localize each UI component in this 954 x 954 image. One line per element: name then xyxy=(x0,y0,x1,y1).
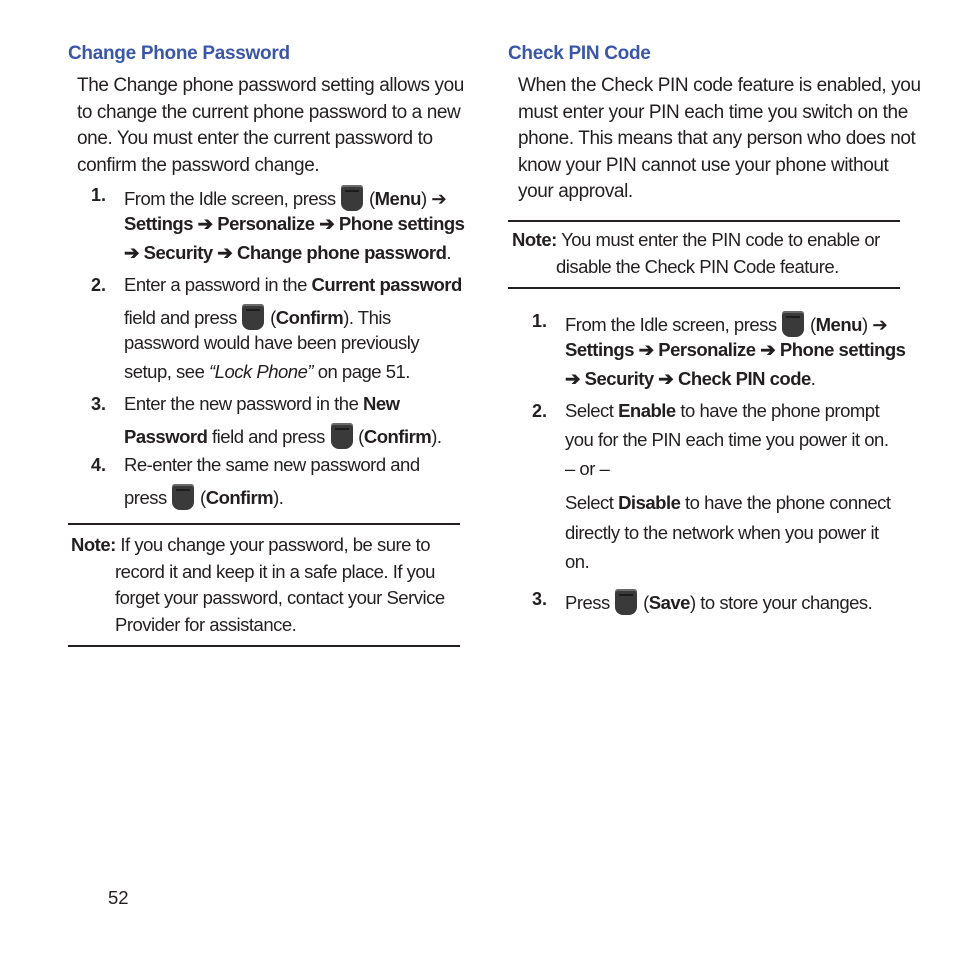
settings-label: Settings xyxy=(565,339,634,360)
step-number: 4. xyxy=(91,455,107,475)
step-line xyxy=(124,484,283,510)
intro-line: one. You must enter the current password to xyxy=(77,128,433,149)
intro-line: The Change phone password setting allows you xyxy=(77,75,464,96)
step-text: . xyxy=(810,368,816,389)
step-line xyxy=(565,401,879,421)
arrow-icon: ➔ xyxy=(755,339,780,360)
step-text: field and press xyxy=(124,307,242,328)
step-text: field and press xyxy=(207,426,330,447)
step-text: ( xyxy=(195,487,206,508)
step-number: 3. xyxy=(91,394,107,414)
intro-line: to change the current phone password to a new xyxy=(77,101,461,123)
note-line xyxy=(512,230,880,250)
password-label: Password xyxy=(124,426,208,447)
soft-key-icon xyxy=(242,304,264,330)
arrow-icon: ➔ xyxy=(633,339,659,360)
arrow-icon: ➔ xyxy=(212,242,237,263)
lock-phone-reference: “Lock Phone” xyxy=(209,361,314,382)
step-line xyxy=(565,369,815,389)
enable-label: Enable xyxy=(618,400,676,421)
current-password-label: Current password xyxy=(311,274,462,295)
soft-key-icon xyxy=(341,185,363,211)
step-line: directly to the network when you power it xyxy=(565,522,879,543)
arrow-icon: ➔ xyxy=(565,368,585,389)
personalize-label: Personalize xyxy=(658,339,756,360)
security-label: Security xyxy=(143,242,213,263)
step-line xyxy=(124,275,462,295)
step-text: ) to store your changes. xyxy=(689,592,873,613)
step-text: ). xyxy=(273,487,284,508)
step-text: press xyxy=(124,487,172,508)
step-line xyxy=(565,589,872,615)
step-text: on page 51. xyxy=(313,361,410,382)
note-line: record it and keep it in a safe place. If you xyxy=(115,561,435,582)
note-top-divider xyxy=(508,220,900,222)
page-number: 52 xyxy=(108,887,129,908)
note-line: Provider for assistance. xyxy=(115,614,297,635)
personalize-label: Personalize xyxy=(217,213,315,234)
menu-label: Menu xyxy=(815,314,862,335)
step-text: Enter the new password in the xyxy=(124,393,364,414)
note-bottom-divider xyxy=(68,645,460,647)
step-text: to have the phone connect xyxy=(680,492,891,513)
step-text: setup, see xyxy=(124,361,210,382)
step-text: ) ➔ xyxy=(420,188,447,209)
step-text: ( xyxy=(805,314,816,335)
step-text: ) ➔ xyxy=(861,314,888,335)
section-heading-check-pin-code: Check PIN Code xyxy=(508,43,651,64)
intro-line: phone. This means that any person who does not xyxy=(518,128,916,149)
step-line xyxy=(124,185,446,211)
arrow-icon: ➔ xyxy=(653,368,678,389)
step-text: ). This xyxy=(343,307,391,328)
soft-key-icon xyxy=(172,484,194,510)
step-line: password would have been previously xyxy=(124,332,420,353)
step-line xyxy=(124,243,451,263)
intro-paragraph xyxy=(518,73,921,206)
note-text: You must enter the PIN code to enable or xyxy=(556,229,880,250)
note-line xyxy=(71,535,430,555)
confirm-label: Confirm xyxy=(275,307,344,328)
intro-paragraph xyxy=(77,73,464,179)
soft-key-icon xyxy=(615,589,637,615)
soft-key-icon xyxy=(331,423,353,449)
arrow-icon: ➔ xyxy=(314,213,339,234)
intro-line: know your PIN cannot use your phone without xyxy=(518,154,889,176)
new-label: New xyxy=(363,393,400,414)
note-label: Note: xyxy=(512,229,557,250)
step-line: Re-enter the same new password and xyxy=(124,454,420,475)
step-number: 2. xyxy=(91,275,107,295)
step-line xyxy=(124,214,464,234)
change-phone-password-label: Change phone password xyxy=(236,242,447,263)
step-line xyxy=(124,362,410,382)
step-text: Select xyxy=(565,400,619,421)
step-text: ( xyxy=(265,307,276,328)
step-line xyxy=(124,394,400,414)
menu-label: Menu xyxy=(374,188,421,209)
note-line: disable the Check PIN Code feature. xyxy=(556,256,839,277)
save-label: Save xyxy=(648,592,690,613)
step-text: From the Idle screen, press xyxy=(124,188,341,209)
note-bottom-divider xyxy=(508,287,900,289)
note-top-divider xyxy=(68,523,460,525)
step-text: ( xyxy=(364,188,375,209)
step-text: ( xyxy=(353,426,364,447)
step-text: to have the phone prompt xyxy=(675,400,880,421)
section-heading-change-phone-password: Change Phone Password xyxy=(68,43,290,64)
step-text: From the Idle screen, press xyxy=(565,314,782,335)
step-line: you for the PIN each time you power it on. xyxy=(565,429,889,450)
intro-line: confirm the password change. xyxy=(77,154,320,176)
disable-label: Disable xyxy=(618,492,681,513)
note-text: If you change your password, be sure to xyxy=(115,534,431,555)
step-line: on. xyxy=(565,551,590,572)
step-line xyxy=(124,423,442,449)
intro-line: your approval. xyxy=(518,181,633,202)
arrow-icon: ➔ xyxy=(124,242,144,263)
step-number: 2. xyxy=(532,401,548,421)
step-text: Press xyxy=(565,592,615,613)
step-line xyxy=(565,493,891,513)
step-number: 1. xyxy=(532,311,548,331)
settings-label: Settings xyxy=(124,213,193,234)
note-label: Note: xyxy=(71,534,116,555)
phone-settings-label: Phone settings xyxy=(338,213,465,234)
step-number: 3. xyxy=(532,589,548,609)
or-separator: – or – xyxy=(565,458,610,479)
step-text: Select xyxy=(565,492,619,513)
step-text: Enter a password in the xyxy=(124,274,312,295)
soft-key-icon xyxy=(782,311,804,337)
step-line xyxy=(124,304,391,330)
step-text: . xyxy=(446,242,452,263)
step-text: ( xyxy=(638,592,649,613)
step-number: 1. xyxy=(91,185,107,205)
step-text: ). xyxy=(431,426,442,447)
step-line xyxy=(565,311,887,337)
phone-settings-label: Phone settings xyxy=(779,339,906,360)
intro-line: When the Check PIN code feature is enabled, you xyxy=(518,75,921,96)
check-pin-code-label: Check PIN code xyxy=(677,368,811,389)
intro-line: must enter your PIN each time you switch on the xyxy=(518,101,908,123)
arrow-icon: ➔ xyxy=(192,213,218,234)
step-line xyxy=(565,340,905,360)
note-line: forget your password, contact your Service xyxy=(115,587,445,608)
confirm-label: Confirm xyxy=(363,426,432,447)
confirm-label: Confirm xyxy=(205,487,274,508)
security-label: Security xyxy=(584,368,654,389)
